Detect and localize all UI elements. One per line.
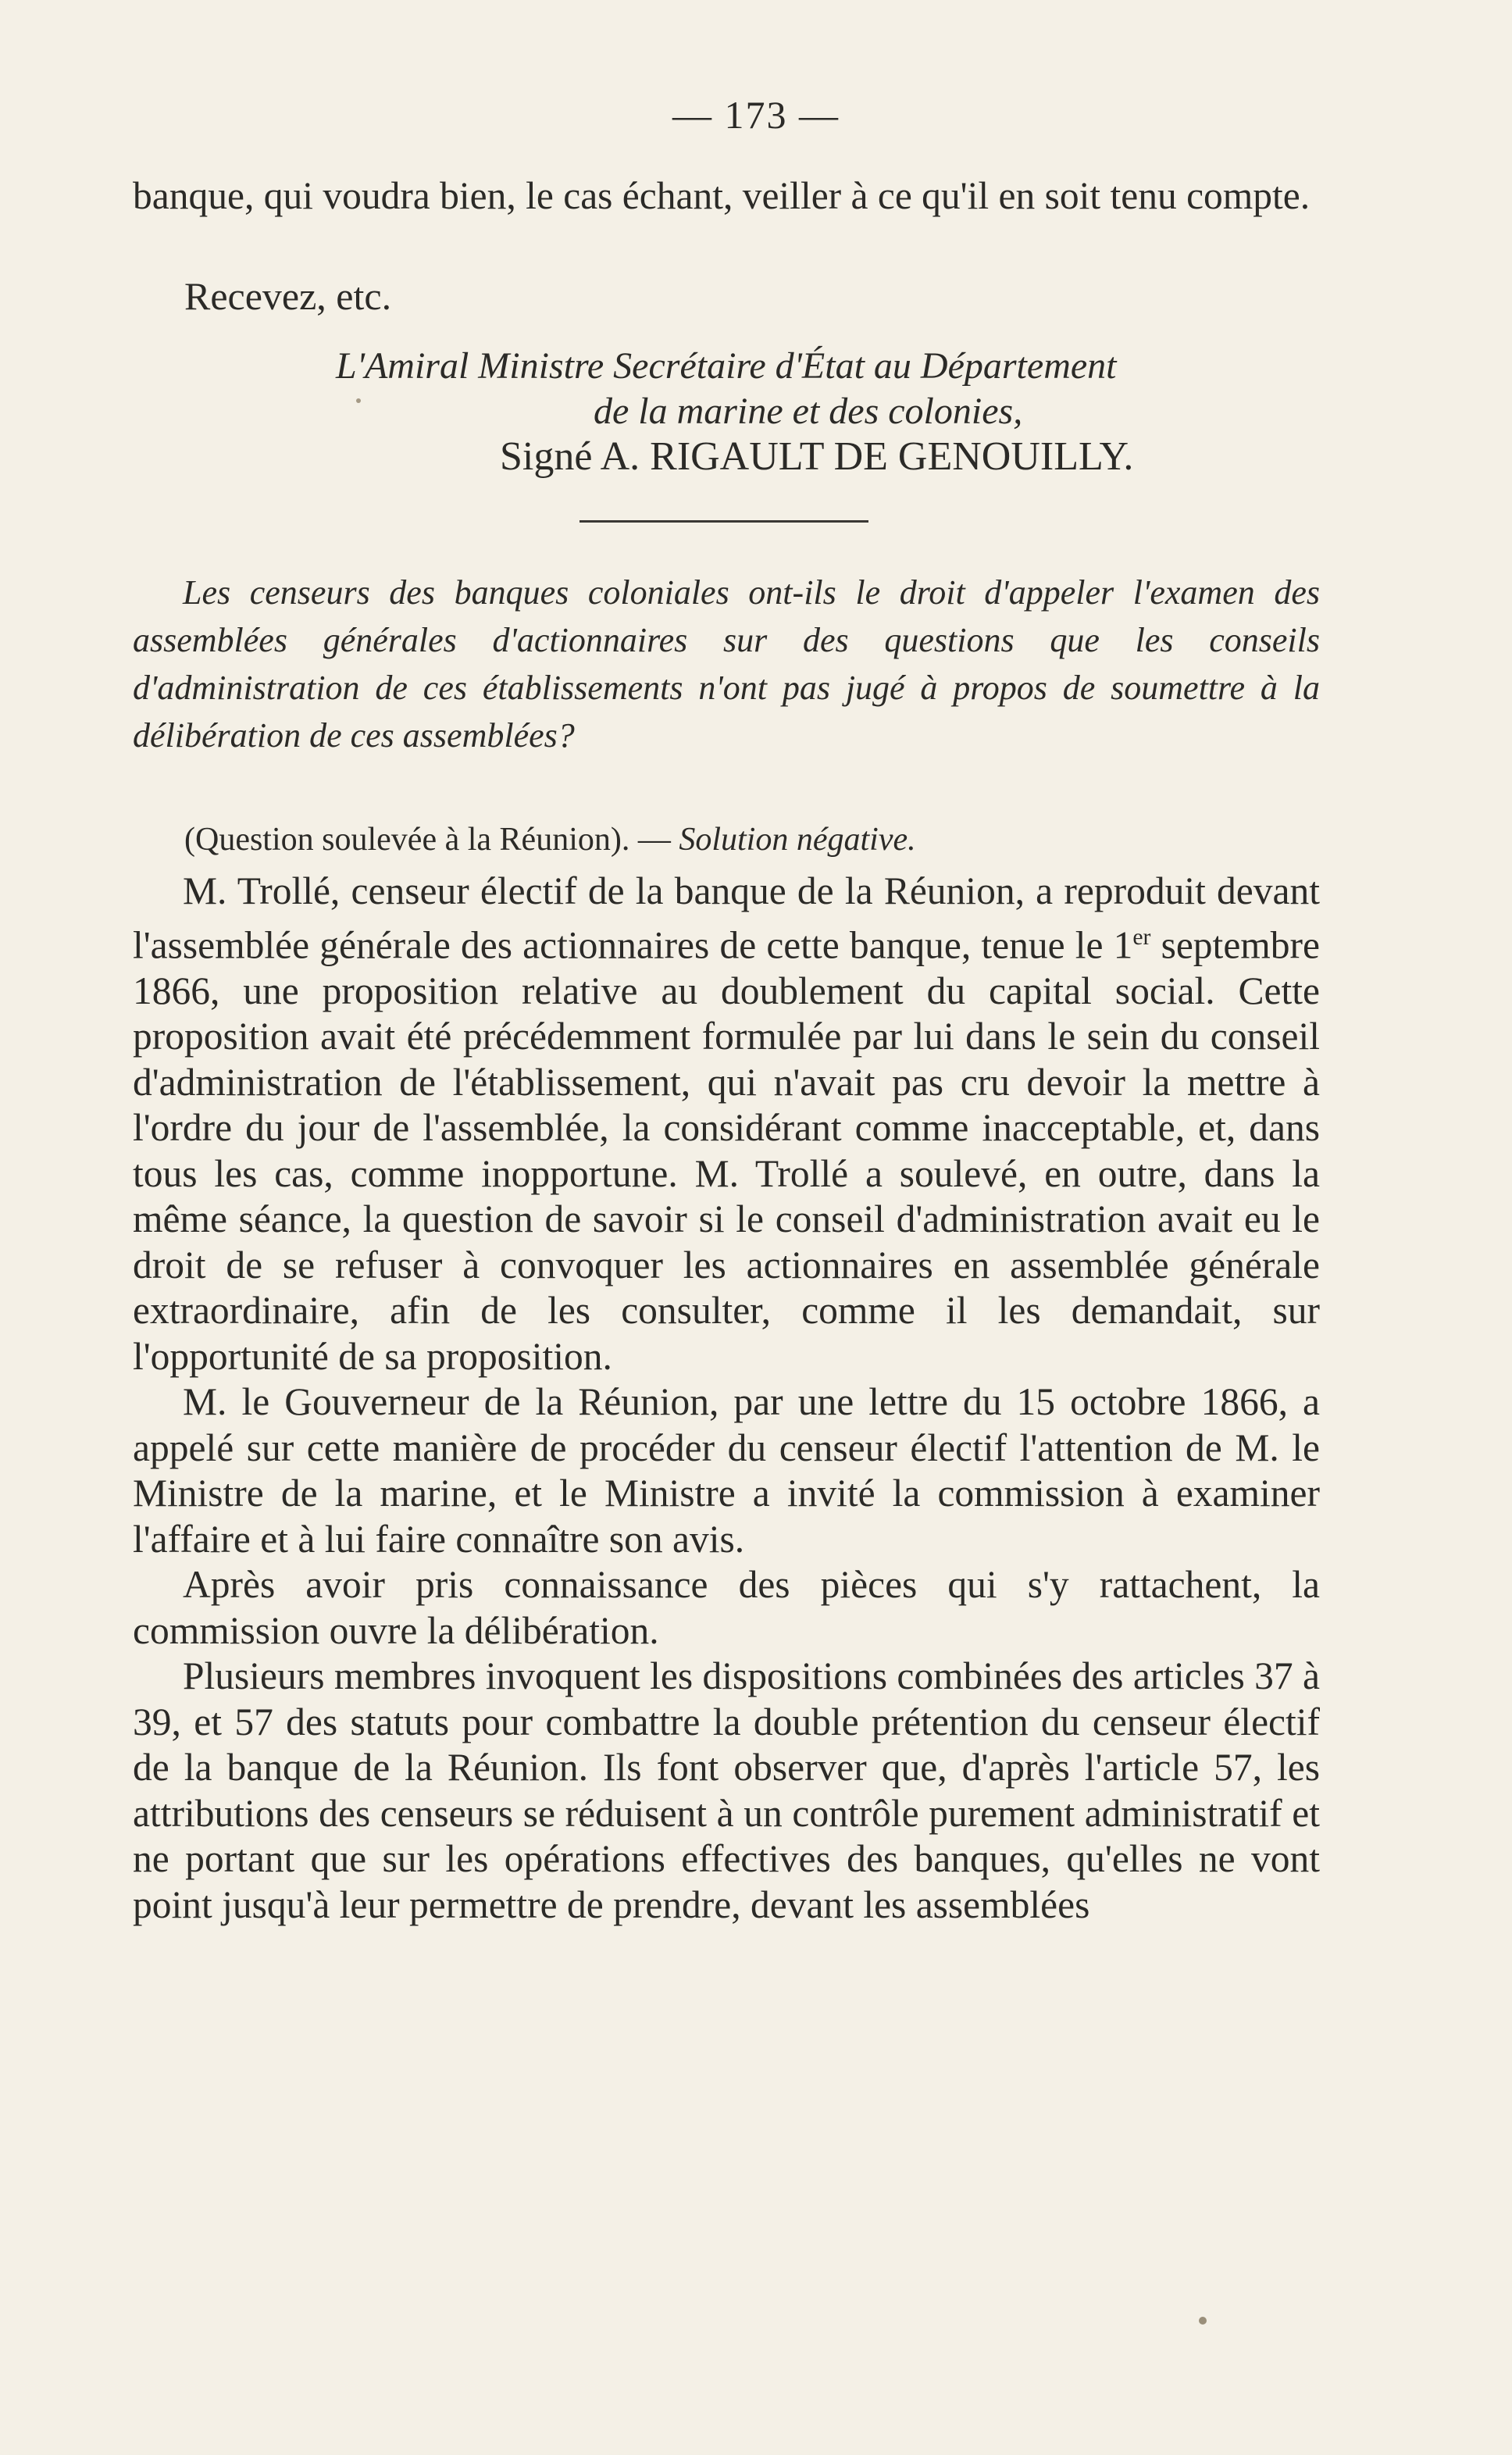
question-heading bbox=[133, 569, 1320, 759]
body-paragraph: Après avoir pris connaissance des pièces qui s'y rattachent, la commission ouvre la délibération. bbox=[133, 1563, 1320, 1652]
ordinal-superscript: er bbox=[1132, 924, 1151, 950]
question-text: Les censeurs des banques coloniales ont-ils le droit d'appeler l'examen des assemblées générales d'actionnaires sur des questions que les conseils d'administration de ces établissements n'ont pas jugé à propos de soumettre à la délibération de ces assemblées? bbox=[133, 573, 1320, 755]
signature-name: Signé A. RIGAULT DE GENOUILLY. bbox=[500, 434, 1134, 479]
page-number: — 173 — bbox=[672, 93, 840, 137]
main-body bbox=[133, 869, 1320, 1928]
ruling-line bbox=[184, 817, 916, 862]
section-separator bbox=[579, 520, 868, 523]
closing-formula: Recevez, etc. bbox=[184, 274, 392, 318]
signature-title: L'Amiral Ministre Secrétaire d'État au Département bbox=[336, 345, 1117, 387]
paper-speck bbox=[356, 398, 361, 403]
opening-paragraph: banque, qui voudra bien, le cas échant, veiller à ce qu'il en soit tenu compte. bbox=[133, 174, 1311, 217]
ruling-prefix: (Question soulevée à la Réunion). — bbox=[184, 822, 679, 858]
signature-block bbox=[336, 344, 1328, 480]
body-paragraph: Plusieurs membres invoquent les dispositions combinées des articles 37 à 39, et 57 des statuts pour combattre la double prétention du censeur électif de la banque de la Réunion. Ils font observer que, d'après l'article 57, les attributions des censeurs se réduisent à un contrôle purement administratif et ne portant que sur les opérations effectives des banques, qu'elles ne vont point jusqu'à leur permettre de prendre, devant les assemblées bbox=[133, 1654, 1320, 1926]
signature-department: de la marine et des colonies, bbox=[594, 391, 1023, 432]
body-paragraph: M. Trollé, censeur électif de la banque de la Réunion, a reproduit devant l'assemblée générale des actionnaires de cette banque, tenue le 1er septembre 1866, une proposition relative au doublement du capital social. Cette proposition avait été précédemment formulée par lui dans le sein du conseil d'administration de l'établissement, qui n'avait pas cru devoir la mettre à l'ordre du jour de l'assemblée, la considérant comme inacceptable, et, dans tous les cas, comme inopportune. M. Trollé a soulevé, en outre, dans la même séance, la question de savoir si le conseil d'administration avait eu le droit de se refuser à convoquer les actionnaires en assemblée générale extraordinaire, afin de les consulter, comme il les demandait, sur l'opportunité de sa proposition. bbox=[133, 869, 1320, 1378]
opening-text bbox=[133, 173, 1320, 219]
ruling-verdict: Solution négative. bbox=[679, 822, 916, 858]
paper-speck bbox=[1199, 2317, 1207, 2325]
body-paragraph: M. le Gouverneur de la Réunion, par une lettre du 15 octobre 1866, a appelé sur cette manière de procéder du censeur électif l'attention de M. le Ministre de la marine, et le Ministre a invité la commission à examiner l'affaire et à lui faire connaître son avis. bbox=[133, 1380, 1320, 1561]
